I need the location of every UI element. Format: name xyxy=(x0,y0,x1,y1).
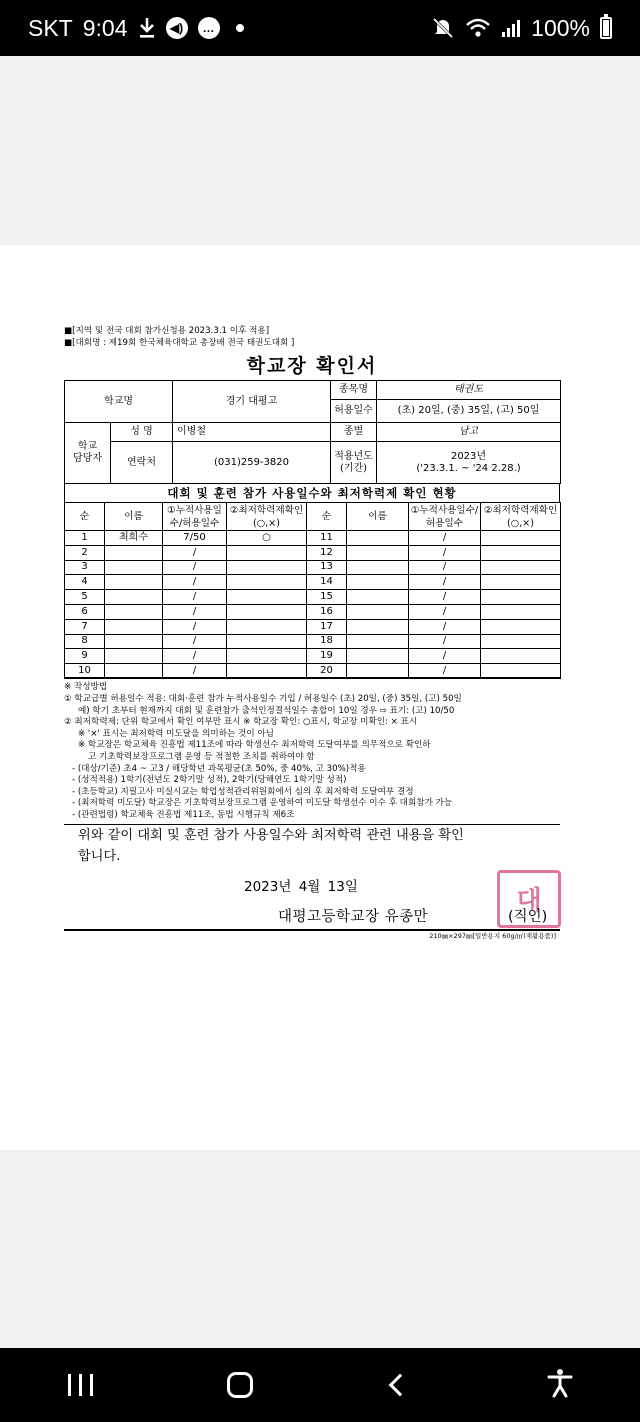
note-line: ① 학교급별 허용일수 적용: 대회·훈련 참가 누적사용일수 기입 / 허용일수 (초) 20일, (중) 35일, (고) 50일 xyxy=(64,694,462,705)
cell-check xyxy=(227,664,307,679)
table-row xyxy=(65,664,561,679)
header-name-2: 이름 xyxy=(347,503,409,531)
document-date xyxy=(64,875,560,895)
status-left xyxy=(28,15,244,42)
note-line: 예) 학기 초부터 현재까지 대회 및 훈련참가 출석인정결석일수 총합이 10일 경우 ⇨ 표기: (고) 10/50 xyxy=(78,705,455,716)
cell-name xyxy=(105,560,163,575)
cell-check2 xyxy=(481,560,561,575)
cell-check2 xyxy=(481,575,561,590)
note-line: ※ '×' 표시는 최저학력 미도달을 의미하는 것이 아님 xyxy=(78,728,274,739)
home-icon xyxy=(227,1372,253,1398)
cell-name xyxy=(105,619,163,634)
cell-no: 4 xyxy=(65,575,105,590)
mute-icon xyxy=(431,16,455,40)
recent-apps-icon xyxy=(68,1374,93,1396)
seal-label: (직인) xyxy=(508,908,548,925)
table-row xyxy=(65,619,561,634)
table-row xyxy=(65,634,561,649)
table-row xyxy=(65,560,561,575)
contact-value: (031)259-3820 xyxy=(173,442,331,484)
cell-days: / xyxy=(163,619,227,634)
cell-name xyxy=(105,545,163,560)
cell-check xyxy=(227,590,307,605)
name-value: 이병철 xyxy=(173,423,331,442)
cell-days: / xyxy=(163,545,227,560)
dot-icon xyxy=(236,24,244,32)
note-line: ※ 학교장은 학교체육 진흥법 제11조에 따라 학생선수 최저학력 도달여부를 의무적으로 확인하 xyxy=(78,740,431,751)
date-year: 2023년 xyxy=(244,878,292,895)
confirm-line-2: 합니다. xyxy=(78,848,121,864)
paper-spec-note: 210㎜×297㎜[일반용지 60g/㎡(재활용품)] xyxy=(429,931,556,940)
cell-no: 7 xyxy=(65,619,105,634)
header-check-2: ②최저학력제확인(○,×) xyxy=(481,503,561,531)
participants-table xyxy=(64,502,561,679)
media-icon: ◀) xyxy=(166,17,188,39)
cell-no2: 14 xyxy=(307,575,347,590)
table-row xyxy=(65,531,561,546)
accessibility-icon xyxy=(547,1368,573,1402)
period-range: ('23.3.1. ~ '24 2.28.) xyxy=(416,462,521,474)
cell-no: 3 xyxy=(65,560,105,575)
cell-no2: 11 xyxy=(307,531,347,546)
cell-check2 xyxy=(481,664,561,679)
cell-name xyxy=(105,604,163,619)
table-row xyxy=(65,649,561,664)
header-check: ②최저학력제확인(○,×) xyxy=(227,503,307,531)
cell-days: / xyxy=(163,664,227,679)
header-days-2: ①누적사용일수/허용일수 xyxy=(409,503,481,531)
signal-icon xyxy=(501,18,521,38)
cell-check xyxy=(227,619,307,634)
cell-no2: 16 xyxy=(307,604,347,619)
period-label: 적용년도 (기간) xyxy=(331,442,377,484)
confirm-line-1: 위와 같이 대회 및 훈련 참가 사용일수와 최저학력 관련 내용을 확인 xyxy=(78,827,464,843)
cell-no: 5 xyxy=(65,590,105,605)
table-row xyxy=(65,545,561,560)
carrier-label: SKT xyxy=(28,14,73,41)
contact-label: 연락처 xyxy=(111,442,173,484)
info-table xyxy=(64,380,561,484)
cell-days2: / xyxy=(409,649,481,664)
cell-check: ○ xyxy=(227,531,307,546)
status-right xyxy=(431,15,612,42)
cell-no: 10 xyxy=(65,664,105,679)
cell-days2: / xyxy=(409,604,481,619)
cell-name xyxy=(105,590,163,605)
cell-no: 9 xyxy=(65,649,105,664)
cell-days2: / xyxy=(409,531,481,546)
cell-days2: / xyxy=(409,619,481,634)
table-row xyxy=(65,604,561,619)
chat-icon: … xyxy=(198,17,220,39)
header-no: 순 xyxy=(65,503,105,531)
wifi-icon xyxy=(465,17,491,39)
cell-days2: / xyxy=(409,664,481,679)
status-bar xyxy=(0,0,640,56)
cell-name2 xyxy=(347,590,409,605)
cell-days2: / xyxy=(409,545,481,560)
cell-no: 8 xyxy=(65,634,105,649)
header-line-1: ■[지역 및 전국 대회 참가신청용 2023.3.1 이후 적용] xyxy=(64,326,270,336)
note-line: ※ 작성방법 xyxy=(64,682,108,693)
school-label: 학교명 xyxy=(65,381,173,423)
cell-no: 6 xyxy=(65,604,105,619)
back-button[interactable] xyxy=(360,1355,440,1415)
cell-name2 xyxy=(347,575,409,590)
cell-check xyxy=(227,575,307,590)
cell-no2: 19 xyxy=(307,649,347,664)
note-line: - (관련법령) 학교체육 진흥법 제11조, 동법 시행규칙 제6조 xyxy=(72,810,295,820)
home-button[interactable] xyxy=(200,1355,280,1415)
battery-level: 100% xyxy=(531,14,590,41)
cell-days2: / xyxy=(409,575,481,590)
cell-name: 최희수 xyxy=(105,531,163,546)
cell-no2: 18 xyxy=(307,634,347,649)
event-value: 태권도 xyxy=(377,381,561,400)
cell-name xyxy=(105,575,163,590)
period-year: 2023년 xyxy=(450,450,487,462)
cell-days: / xyxy=(163,575,227,590)
cell-name2 xyxy=(347,634,409,649)
cell-days: / xyxy=(163,560,227,575)
cell-name2 xyxy=(347,664,409,679)
document-content xyxy=(64,325,560,940)
cell-check2 xyxy=(481,604,561,619)
cell-no2: 13 xyxy=(307,560,347,575)
cell-name xyxy=(105,664,163,679)
cell-days: / xyxy=(163,649,227,664)
cell-check xyxy=(227,560,307,575)
cell-no: 2 xyxy=(65,545,105,560)
gender-label: 종별 xyxy=(331,423,377,442)
note-line: - (대상/기준) 초4 ~ 고3 / 해당학년 과목평균(초 50%, 중 40%, 고 30%)적용 xyxy=(72,763,366,774)
cell-check2 xyxy=(481,619,561,634)
note-line: - (최저학력 미도달) 학교장은 기초학력보장프로그램 운영하여 미도달 학생선수 이수 후 대회참가 가능 xyxy=(72,798,453,809)
confirmation-text xyxy=(64,824,560,867)
table-row xyxy=(65,590,561,605)
cell-name xyxy=(105,634,163,649)
principal-line: 대평고등학교장 유종만 xyxy=(278,908,429,925)
cell-no: 1 xyxy=(65,531,105,546)
table-row xyxy=(65,575,561,590)
gender-value: 남고 xyxy=(377,423,561,442)
document-image[interactable] xyxy=(0,245,640,1150)
battery-icon xyxy=(600,17,612,39)
section-title: 대회 및 훈련 참가 사용일수와 최저학력제 확인 현황 xyxy=(64,484,560,502)
notes xyxy=(64,682,560,821)
recent-apps-button[interactable] xyxy=(40,1355,120,1415)
document-title: 학교장 확인서 xyxy=(246,355,378,377)
cell-no2: 12 xyxy=(307,545,347,560)
school-value: 경기 대평고 xyxy=(173,381,331,423)
cell-check2 xyxy=(481,634,561,649)
name-label: 성 명 xyxy=(111,423,173,442)
cell-days: / xyxy=(163,634,227,649)
cell-name2 xyxy=(347,604,409,619)
days-value: (초) 20일, (중) 35일, (고) 50일 xyxy=(377,400,561,423)
cell-days: / xyxy=(163,604,227,619)
note-line: - (성적적용) 1학기(전년도 2학기말 성적), 2학기(당해연도 1학기말 성적) xyxy=(72,775,347,786)
cell-no2: 17 xyxy=(307,619,347,634)
cell-check xyxy=(227,634,307,649)
days-label: 허용일수 xyxy=(331,400,377,423)
note-line: 고 기초학력보장프로그램 운영 등 적절한 조치를 취하여야 함 xyxy=(88,752,315,763)
header-days: ①누적사용일수/허용일수 xyxy=(163,503,227,531)
cell-name2 xyxy=(347,619,409,634)
accessibility-button[interactable] xyxy=(520,1355,600,1415)
cell-name xyxy=(105,649,163,664)
clock: 9:04 xyxy=(82,14,128,41)
note-line: - (초등학교) 지필고사 미실시교는 학업성적관리위원회에서 심의 후 최저학력 도달여부 결정 xyxy=(72,786,414,797)
cell-no2: 15 xyxy=(307,590,347,605)
cell-name2 xyxy=(347,560,409,575)
navigation-bar xyxy=(0,1348,640,1422)
date-day: 13일 xyxy=(327,878,358,895)
download-icon xyxy=(138,16,156,40)
cell-check2 xyxy=(481,590,561,605)
cell-days: / xyxy=(163,590,227,605)
cell-days2: / xyxy=(409,560,481,575)
manager-label: 학교 담당자 xyxy=(65,423,111,484)
back-icon xyxy=(389,1374,412,1397)
cell-days: 7/50 xyxy=(163,531,227,546)
event-label: 종목명 xyxy=(331,381,377,400)
cell-check xyxy=(227,545,307,560)
cell-no2: 20 xyxy=(307,664,347,679)
cell-days2: / xyxy=(409,634,481,649)
participants-rows xyxy=(65,531,561,679)
note-line: ② 최저학력제: 단위 학교에서 확인 여부만 표시 ※ 학교장 확인: ○표시, 학교장 미확인: × 표시 xyxy=(64,717,418,728)
cell-name2 xyxy=(347,649,409,664)
cell-name2 xyxy=(347,545,409,560)
header-line-2: ■[대회명 : 제19회 한국체육대학교 총장배 전국 태권도대회 ] xyxy=(64,338,295,348)
header-no-2: 순 xyxy=(307,503,347,531)
cell-name2 xyxy=(347,531,409,546)
cell-check xyxy=(227,604,307,619)
official-seal-stamp: 대 xyxy=(497,870,561,928)
cell-check xyxy=(227,649,307,664)
cell-days2: / xyxy=(409,590,481,605)
cell-check2 xyxy=(481,649,561,664)
header-name: 이름 xyxy=(105,503,163,531)
cell-check2 xyxy=(481,545,561,560)
date-month: 4월 xyxy=(298,878,321,895)
period-value xyxy=(377,442,561,484)
cell-check2 xyxy=(481,531,561,546)
